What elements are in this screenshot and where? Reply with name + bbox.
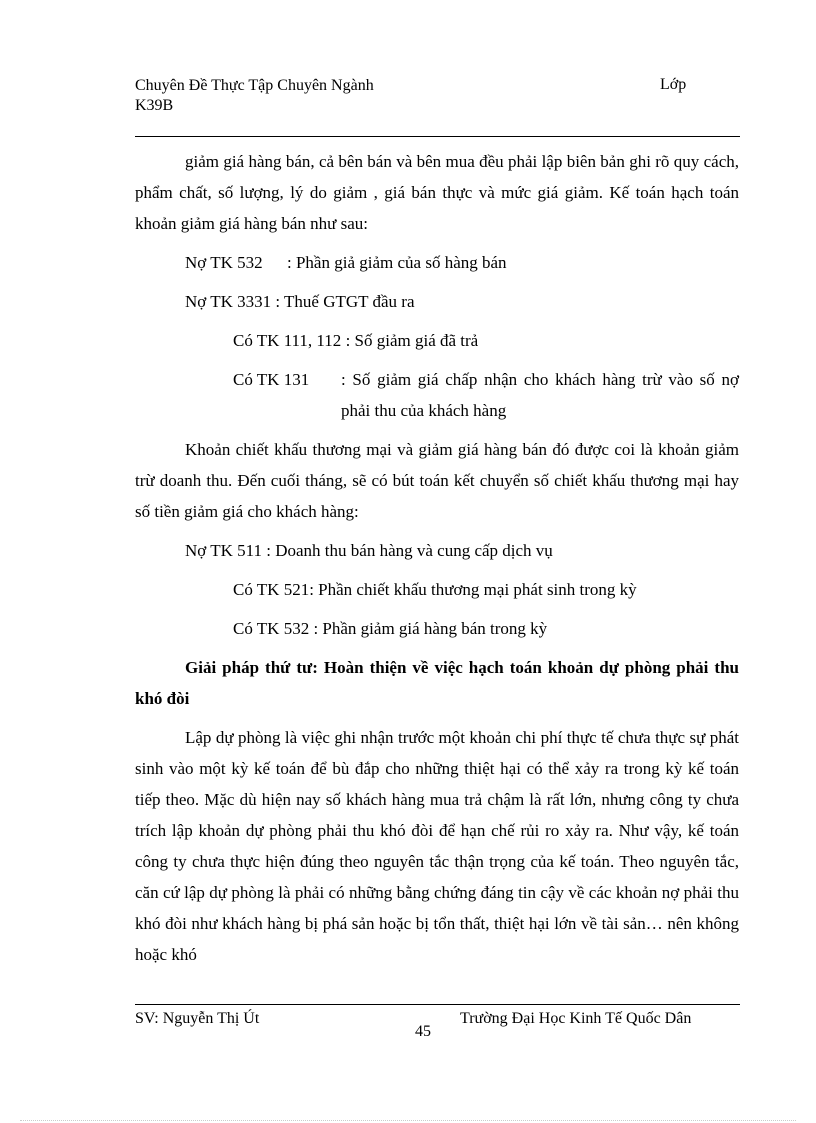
paragraph-discount: Khoản chiết khấu thương mại và giảm giá hàng bán đó được coi là khoản giảm trừ doanh thu. Đến cuối tháng, sẽ có bút toán kết chuyển số chiết khấu thương mại hay số tiền giảm giá cho khách hàng: bbox=[135, 440, 739, 521]
journal-entry-debit-511 bbox=[135, 535, 739, 566]
entry-description: : Doanh thu bán hàng và cung cấp dịch vụ bbox=[266, 541, 553, 560]
entry-description: : Phần giả giảm của số hàng bán bbox=[287, 253, 507, 272]
journal-entry-credit-131 bbox=[135, 364, 739, 426]
page-bottom-dotted-line bbox=[20, 1120, 796, 1121]
page-number: 45 bbox=[415, 1023, 431, 1040]
footer-student-name: SV: Nguyễn Thị Út bbox=[135, 1010, 260, 1027]
journal-entry-debit-532 bbox=[135, 247, 739, 278]
header-class-label: Lớp bbox=[660, 76, 687, 93]
entry-account: Có TK 521 bbox=[233, 580, 310, 599]
paragraph-provision: Lập dự phòng là việc ghi nhận trước một khoản chi phí thực tế chưa thực sự phát sinh vào một kỳ kế toán để bù đắp cho những thiệt hại có thể xảy ra trong kỳ kế toán tiếp theo. Mặc dù hiện nay số khách hàng mua trả chậm là rất lớn, nhưng công ty chưa trích lập khoản dự phòng phải thu khó đòi để hạn chế rủi ro xảy ra. Như vậy, kế toán công ty chưa thực hiện đúng theo nguyên tắc thận trọng của kế toán. Theo nguyên tắc, căn cứ lập dự phòng là phải có những bằng chứng đáng tin cậy về các khoản nợ phải thu khó đòi như khách hàng bị phá sản hoặc bị tổn thất, thiệt hại lớn về tài sản… nên không hoặc khó bbox=[135, 728, 739, 964]
paragraph-intro: giảm giá hàng bán, cả bên bán và bên mua đều phải lập biên bản ghi rõ quy cách, phẩm chất, số lượng, lý do giảm , giá bán thực và mức giá giảm. Kế toán hạch toán khoản giảm giá hàng bán như sau: bbox=[135, 152, 739, 233]
entry-description: : Phần giảm giá hàng bán trong kỳ bbox=[313, 619, 548, 638]
header-class-code: K39B bbox=[135, 97, 174, 114]
header-title: Chuyên Đề Thực Tập Chuyên Ngành bbox=[135, 77, 374, 94]
journal-entry-credit-521 bbox=[135, 574, 739, 605]
journal-entry-debit-3331 bbox=[135, 286, 739, 317]
entry-account: Có TK 111, 112 bbox=[233, 331, 342, 350]
entry-description: : Thuế GTGT đầu ra bbox=[275, 292, 415, 311]
header-divider bbox=[135, 136, 740, 137]
entry-account: Nợ TK 532 bbox=[185, 253, 263, 272]
journal-entry-credit-532 bbox=[135, 613, 739, 644]
entry-account: Nợ TK 511 bbox=[185, 541, 262, 560]
journal-entry-credit-111-112 bbox=[135, 325, 739, 356]
document-body bbox=[135, 146, 739, 978]
footer-university: Trường Đại Học Kinh Tế Quốc Dân bbox=[460, 1010, 692, 1027]
entry-account: Có TK 532 bbox=[233, 619, 310, 638]
entry-description: : Số giảm giá đã trả bbox=[345, 331, 479, 350]
entry-account: Có TK 131 bbox=[233, 370, 310, 389]
section-heading: Giải pháp thứ tư: Hoàn thiện về việc hạch toán khoản dự phòng phải thu khó đòi bbox=[135, 658, 739, 708]
footer-divider bbox=[135, 1004, 740, 1005]
entry-description: : Số giảm giá chấp nhận cho khách hàng trừ vào số nợ phải thu của khách hàng bbox=[341, 370, 739, 420]
header-left bbox=[135, 76, 374, 116]
entry-account: Nợ TK 3331 bbox=[185, 292, 272, 311]
entry-description: : Phần chiết khấu thương mại phát sinh trong kỳ bbox=[309, 580, 637, 599]
